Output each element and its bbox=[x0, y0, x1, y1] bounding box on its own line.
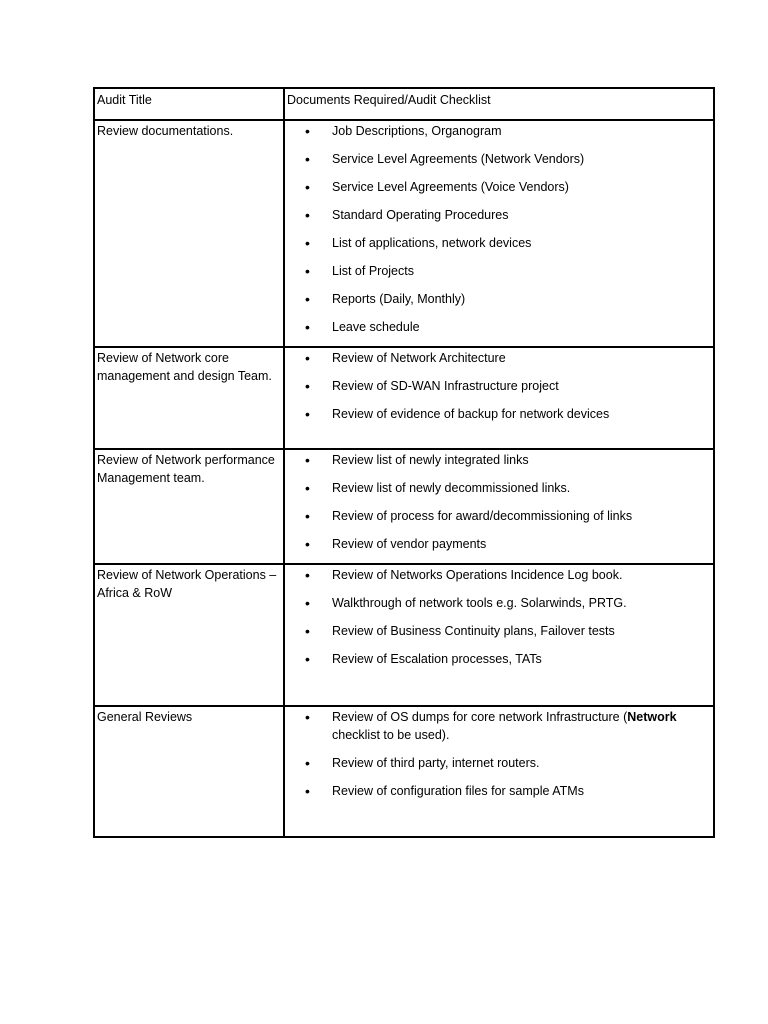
list-item bbox=[285, 650, 703, 668]
list-item bbox=[285, 150, 703, 168]
list-item bbox=[285, 178, 703, 196]
audit-title-cell: Review of Network core management and design Team. bbox=[94, 347, 284, 449]
list-item-text-bold: Network bbox=[627, 710, 677, 724]
checklist-cell bbox=[284, 449, 714, 564]
list-item-text: Service Level Agreements (Network Vendors) bbox=[332, 152, 585, 166]
list-item-text: List of applications, network devices bbox=[332, 236, 532, 250]
list-item bbox=[285, 262, 703, 280]
bullet-icon: • bbox=[305, 378, 310, 394]
bullet-icon: • bbox=[305, 595, 310, 611]
audit-checklist-table bbox=[93, 87, 715, 838]
bullet-icon: • bbox=[305, 508, 310, 524]
list-item-text: Review of Business Continuity plans, Failover tests bbox=[332, 624, 615, 638]
list-item-text: Review of vendor payments bbox=[332, 537, 487, 551]
bullet-icon: • bbox=[305, 623, 310, 639]
checklist bbox=[285, 122, 703, 336]
bullet-icon: • bbox=[305, 480, 310, 496]
list-item-text: Review list of newly integrated links bbox=[332, 453, 529, 467]
bullet-icon: • bbox=[305, 651, 310, 667]
list-item-text: Review of process for award/decommissioning of links bbox=[332, 509, 633, 523]
bullet-icon: • bbox=[305, 291, 310, 307]
list-item-text bbox=[332, 710, 677, 742]
list-item bbox=[285, 622, 703, 640]
bullet-icon: • bbox=[305, 179, 310, 195]
list-item bbox=[285, 234, 703, 252]
bullet-icon: • bbox=[305, 235, 310, 251]
list-item bbox=[285, 782, 703, 800]
list-item-text: Standard Operating Procedures bbox=[332, 208, 509, 222]
list-item-text: Review list of newly decommissioned links. bbox=[332, 481, 571, 495]
list-item-text: Review of Escalation processes, TATs bbox=[332, 652, 542, 666]
table-row bbox=[94, 449, 714, 564]
bullet-icon: • bbox=[305, 263, 310, 279]
checklist-cell bbox=[284, 347, 714, 449]
list-item-text: Leave schedule bbox=[332, 320, 420, 334]
list-item-text-part: checklist to be used). bbox=[332, 728, 450, 742]
list-item-text: Review of configuration files for sample ATMs bbox=[332, 784, 584, 798]
audit-title-cell: General Reviews bbox=[94, 706, 284, 837]
bullet-icon: • bbox=[305, 151, 310, 167]
list-item-text: Review of SD-WAN Infrastructure project bbox=[332, 379, 559, 393]
header-documents-required: Documents Required/Audit Checklist bbox=[284, 88, 714, 120]
checklist bbox=[285, 451, 703, 553]
list-item bbox=[285, 535, 703, 553]
bullet-icon: • bbox=[305, 207, 310, 223]
audit-title-cell: Review of Network performance Management team. bbox=[94, 449, 284, 564]
list-item-text: Review of third party, internet routers. bbox=[332, 756, 540, 770]
list-item-text: Review of Networks Operations Incidence Log book. bbox=[332, 568, 623, 582]
checklist-cell bbox=[284, 120, 714, 347]
list-item bbox=[285, 507, 703, 525]
list-item bbox=[285, 754, 703, 772]
table-header-row bbox=[94, 88, 714, 120]
checklist-cell bbox=[284, 706, 714, 837]
list-item-text: Review of evidence of backup for network devices bbox=[332, 407, 610, 421]
bullet-icon: • bbox=[305, 709, 310, 725]
checklist bbox=[285, 349, 703, 423]
list-item bbox=[285, 122, 703, 140]
header-audit-title: Audit Title bbox=[94, 88, 284, 120]
bullet-icon: • bbox=[305, 350, 310, 366]
table-row bbox=[94, 347, 714, 449]
bullet-icon: • bbox=[305, 755, 310, 771]
list-item bbox=[285, 451, 703, 469]
list-item bbox=[285, 318, 703, 336]
list-item bbox=[285, 479, 703, 497]
list-item bbox=[285, 708, 703, 744]
list-item bbox=[285, 206, 703, 224]
audit-title-cell: Review of Network Operations – Africa & RoW bbox=[94, 564, 284, 706]
list-item bbox=[285, 349, 703, 367]
checklist bbox=[285, 708, 703, 800]
bullet-icon: • bbox=[305, 123, 310, 139]
list-item bbox=[285, 290, 703, 308]
list-item bbox=[285, 405, 703, 423]
list-item-text: Job Descriptions, Organogram bbox=[332, 124, 502, 138]
list-item-text: List of Projects bbox=[332, 264, 414, 278]
bullet-icon: • bbox=[305, 567, 310, 583]
checklist-cell bbox=[284, 564, 714, 706]
bullet-icon: • bbox=[305, 452, 310, 468]
table-row bbox=[94, 706, 714, 837]
table-row bbox=[94, 564, 714, 706]
list-item bbox=[285, 377, 703, 395]
list-item-text: Reports (Daily, Monthly) bbox=[332, 292, 466, 306]
list-item bbox=[285, 594, 703, 612]
bullet-icon: • bbox=[305, 406, 310, 422]
audit-title-cell: Review documentations. bbox=[94, 120, 284, 347]
list-item-text: Review of Network Architecture bbox=[332, 351, 506, 365]
list-item-text-part: Review of OS dumps for core network Infrastructure ( bbox=[332, 710, 628, 724]
list-item-text: Walkthrough of network tools e.g. Solarwinds, PRTG. bbox=[332, 596, 627, 610]
bullet-icon: • bbox=[305, 319, 310, 335]
bullet-icon: • bbox=[305, 536, 310, 552]
list-item-text: Service Level Agreements (Voice Vendors) bbox=[332, 180, 569, 194]
bullet-icon: • bbox=[305, 783, 310, 799]
checklist bbox=[285, 566, 703, 668]
list-item bbox=[285, 566, 703, 584]
table-row bbox=[94, 120, 714, 347]
